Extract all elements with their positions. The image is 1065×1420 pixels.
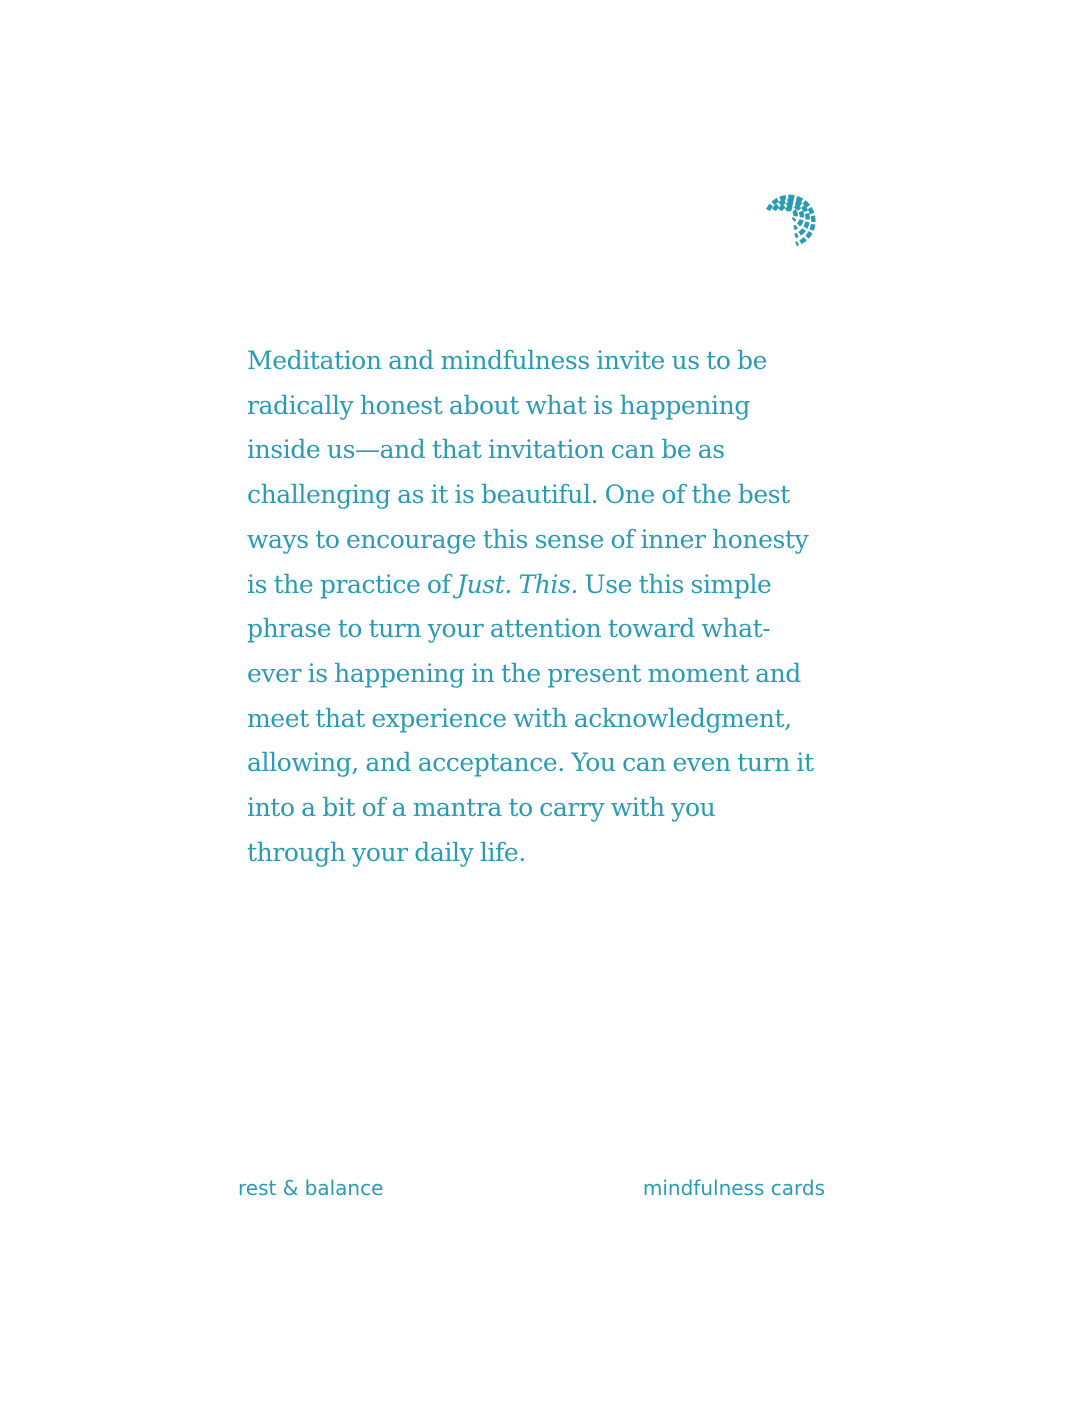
body-text-segment: is the practice of [247, 569, 457, 599]
body-line: inside us—and that invitation can be as [247, 435, 725, 465]
body-line [247, 563, 847, 608]
body-line: into a bit of a mantra to carry with you [247, 793, 716, 823]
body-line: ways to encourage this sense of inner honesty [247, 524, 809, 554]
body-line: through your daily life. [247, 837, 526, 867]
body-line: phrase to turn your attention toward what- [247, 614, 771, 644]
footer-series-label: mindfulness cards [642, 1176, 825, 1200]
footer-category-label: rest & balance [238, 1176, 384, 1200]
card-body-text [247, 339, 847, 875]
body-line: challenging as it is beautiful. One of the best [247, 480, 790, 510]
body-line: meet that experience with acknowledgment, [247, 703, 792, 733]
body-line: Meditation and mindfulness invite us to be [247, 346, 768, 375]
concentric-arcs-logo-icon [758, 178, 830, 250]
body-text-segment: Use this simple [578, 569, 772, 599]
body-line: allowing, and acceptance. You can even turn it [247, 748, 814, 778]
practice-name-emphasis: Just. This. [456, 569, 579, 599]
body-line: ever is happening in the present moment and [247, 658, 801, 688]
body-line: radically honest about what is happening [247, 390, 750, 420]
